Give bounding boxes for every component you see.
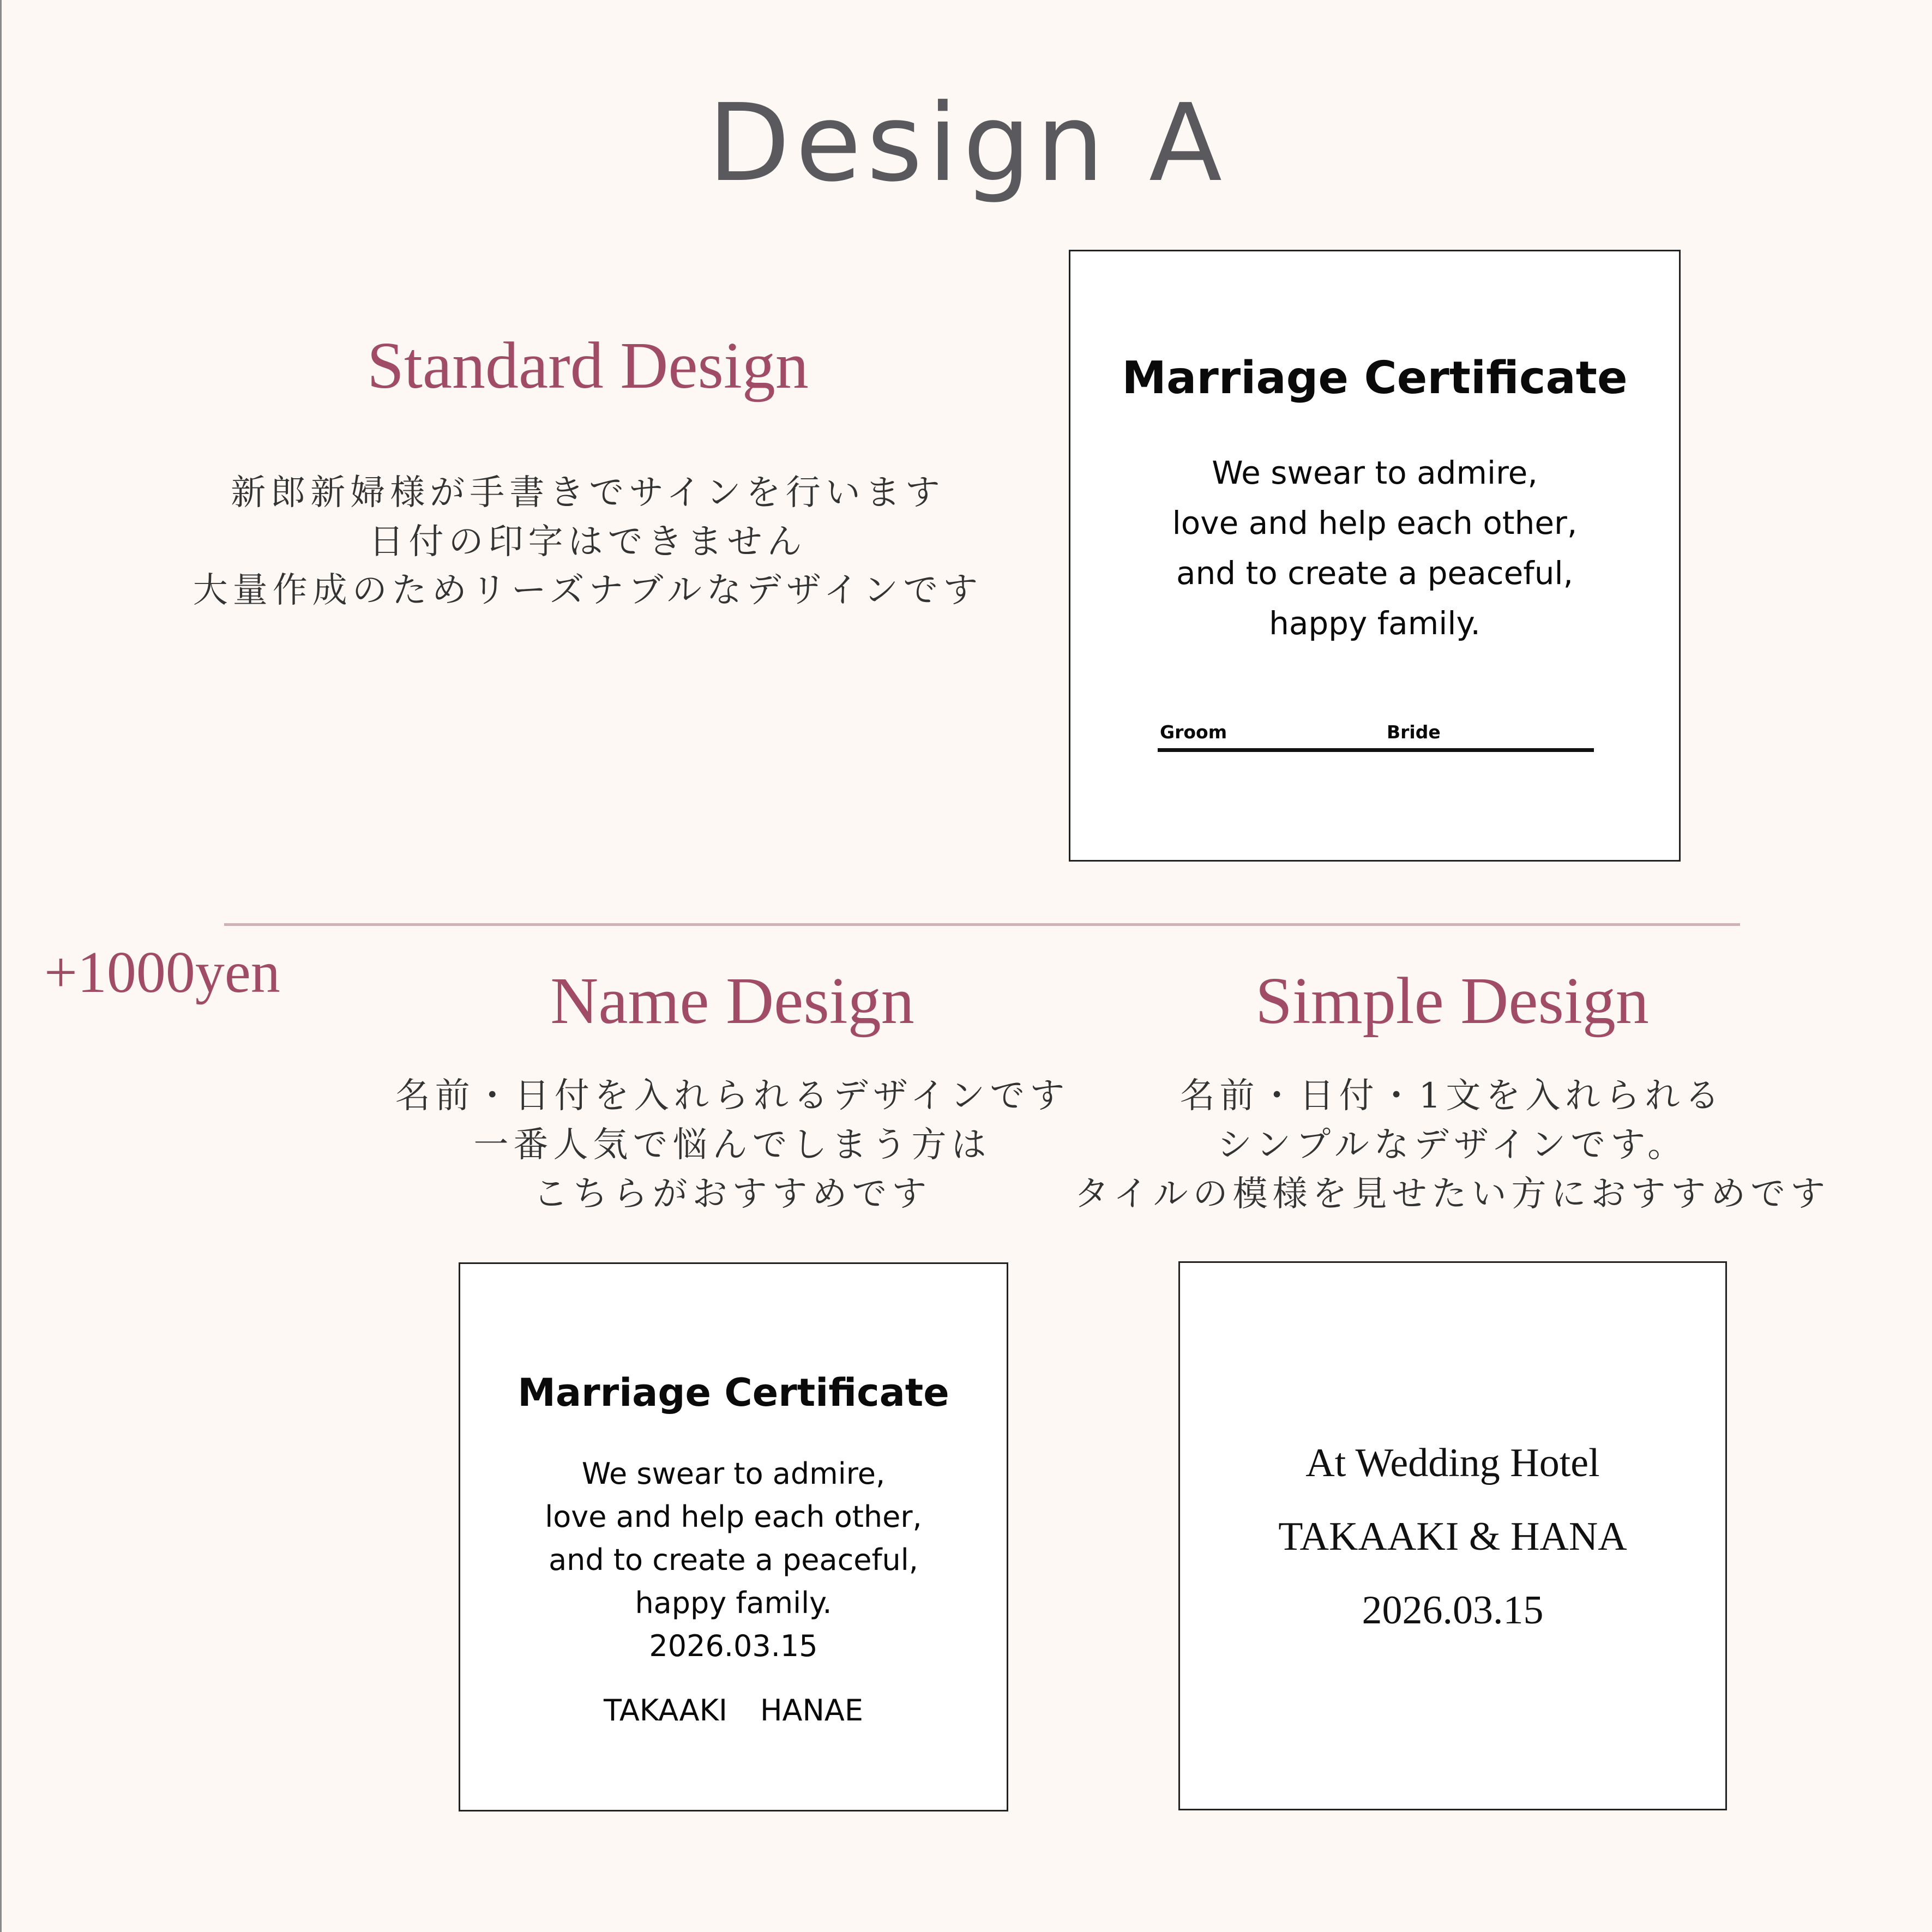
groom-name: TAKAAKI [604, 1693, 727, 1728]
description-line: 名前・日付を入れられるデザインです [395, 1076, 1070, 1116]
description-line: シンプルなデザインです。 [1217, 1125, 1688, 1165]
certificate-title: Marriage Certificate [517, 1370, 949, 1415]
simple-design-heading: Simple Design [1255, 964, 1649, 1038]
description-line: 大量作成のためリーズナブルなデザインです [192, 570, 983, 611]
name-design-description [351, 1072, 1114, 1219]
vow-line: We swear to admire, [1212, 454, 1538, 491]
certificate-vow [1070, 448, 1679, 648]
venue-text: At Wedding Hotel [1305, 1441, 1600, 1485]
standard-design-description [45, 469, 1130, 616]
vow-line: We swear to admire, [581, 1456, 886, 1491]
name-design-heading: Name Design [550, 964, 914, 1038]
standard-certificate-card [1069, 250, 1681, 862]
certificate-title: Marriage Certificate [1122, 352, 1628, 404]
bride-name: HANAE [760, 1693, 863, 1728]
wedding-date: 2026.03.15 [1362, 1588, 1544, 1633]
description-line: こちらがおすすめです [533, 1174, 932, 1214]
simple-design-card [1178, 1261, 1727, 1810]
description-line: 新郎新婦様が手書きでサインを行います [231, 473, 945, 513]
standard-design-heading: Standard Design [367, 329, 809, 402]
description-line: 名前・日付・1文を入れられる [1179, 1076, 1725, 1116]
vow-line: happy family. [635, 1586, 832, 1620]
page-title: Design A [707, 81, 1228, 206]
vow-line: and to create a peaceful, [1176, 555, 1574, 592]
couple-names [460, 1693, 1007, 1728]
description-line: タイルの模様を見せたい方におすすめです [1074, 1174, 1831, 1214]
bride-label: Bride [1387, 721, 1441, 743]
description-line: 一番人気で悩んでしまう方は [473, 1125, 991, 1165]
name-certificate-card [459, 1262, 1008, 1811]
certificate-date: 2026.03.15 [649, 1629, 818, 1663]
vow-line: love and help each other, [1172, 504, 1578, 541]
vow-line: happy family. [1269, 605, 1480, 642]
simple-design-description [1070, 1072, 1834, 1219]
couple-names: TAKAAKI & HANA [1278, 1514, 1627, 1559]
vow-line: and to create a peaceful, [549, 1543, 918, 1577]
price-label: +1000yen [44, 940, 280, 1005]
signature-line [1158, 748, 1594, 752]
groom-label: Groom [1160, 721, 1227, 743]
description-line: 日付の印字はできません [369, 521, 807, 562]
vow-line: love and help each other, [545, 1500, 922, 1534]
certificate-vow [460, 1452, 1007, 1668]
section-divider [224, 923, 1740, 926]
